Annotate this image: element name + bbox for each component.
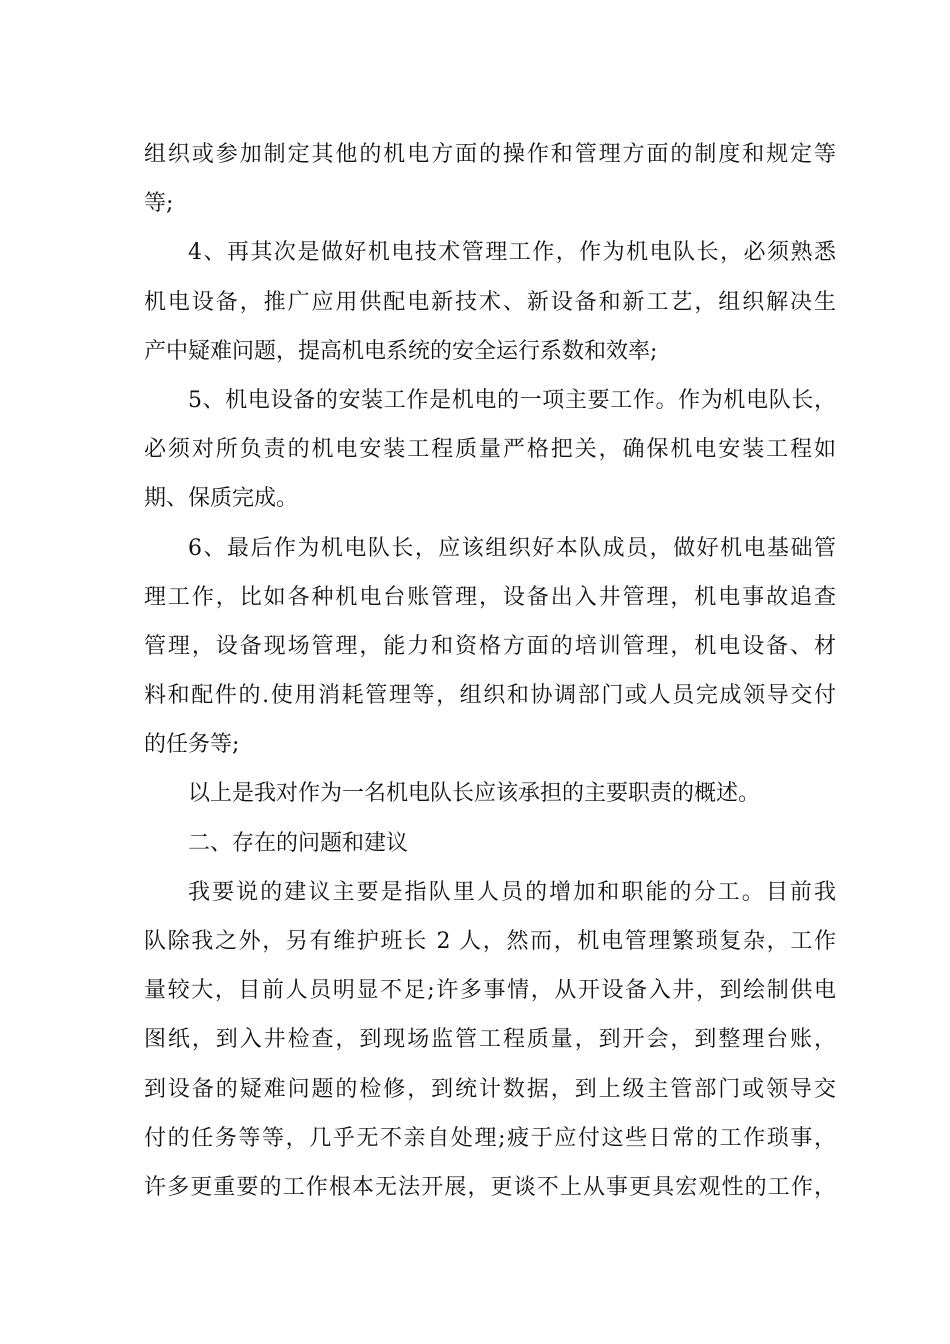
text-line: 到设备的疑难问题的检修，到统计数据，到上级主管部门或领导交: [144, 1076, 836, 1102]
text-line: 二、存在的问题和建议: [188, 830, 409, 856]
text-line: 队除我之外，另有维护班长 2 人，然而，机电管理繁琐复杂，工作: [144, 929, 836, 954]
text-line: 产中疑难问题，提高机电系统的安全运行系数和效率;: [144, 338, 658, 364]
text-line: 付的任务等等，几乎无不亲自处理;疲于应付这些日常的工作琐事，: [144, 1125, 836, 1151]
text-line: 组织或参加制定其他的机电方面的操作和管理方面的制度和规定等: [144, 142, 836, 167]
body-text: [144, 130, 836, 1212]
text-line: 图纸，到入井检查，到现场监管工程质量，到开会，到整理台账，: [144, 1027, 836, 1053]
text-line: 管理，设备现场管理，能力和资格方面的培训管理，机电设备、材: [144, 633, 836, 659]
text-line: 6、最后作为机电队长，应该组织好本队成员，做好机电基础管: [188, 535, 836, 561]
text-line: 以上是我对作为一名机电队长应该承担的主要职责的概述。: [188, 781, 761, 807]
text-line: 必须对所负责的机电安装工程质量严格把关，确保机电安装工程如: [144, 437, 836, 463]
text-line: 的任务等;: [144, 732, 240, 758]
text-line: 机电设备，推广应用供配电新技术、新设备和新工艺，组织解决生: [144, 289, 836, 315]
text-line: 等;: [144, 191, 174, 217]
text-line: 许多更重要的工作根本无法开展，更谈不上从事更具宏观性的工作，: [144, 1174, 836, 1200]
text-line: 4、再其次是做好机电技术管理工作，作为机电队长，必须熟悉: [188, 240, 836, 266]
text-line: 量较大，目前人员明显不足;许多事情，从开设备入井，到绘制供电: [144, 978, 836, 1004]
text-line: 料和配件的.使用消耗管理等，组织和协调部门或人员完成领导交付: [144, 683, 836, 709]
text-line: 理工作，比如各种机电台账管理，设备出入井管理，机电事故追查: [144, 584, 836, 610]
text-line: 5、机电设备的安装工作是机电的一项主要工作。作为机电队长，: [188, 387, 836, 413]
text-line: 期、保质完成。: [144, 486, 299, 512]
text-line: 我要说的建议主要是指队里人员的增加和职能的分工。目前我: [188, 879, 836, 905]
